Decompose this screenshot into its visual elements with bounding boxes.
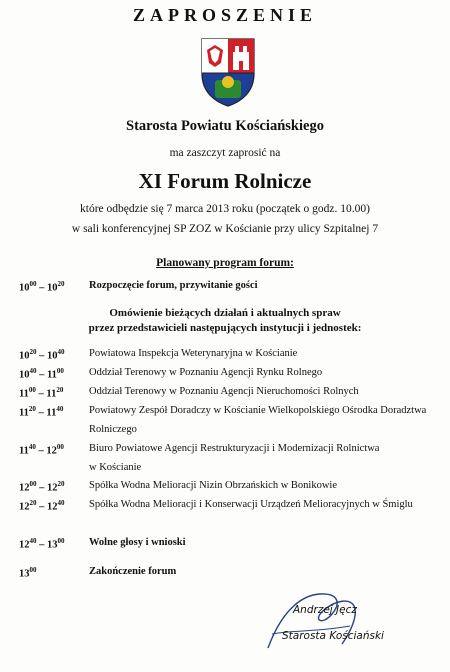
time-range: $12^{00} - 12^{20}$ [19, 480, 65, 494]
time-range: $11^{00} - 11^{20}$ [19, 386, 64, 400]
handwritten-signature-icon [262, 590, 358, 652]
schedule-item-text: Oddział Terenowy w Poznaniu Agencji Nieruchomości Rolnych [89, 386, 359, 397]
schedule-item-text: Biuro Powiatowe Agencji Restrukturyzacji i Modernizacji Rolnictwa [89, 443, 380, 454]
time-range: $10^{40} - 11^{00}$ [19, 367, 64, 381]
organizer-name: Starosta Powiatu Kościańskiego [126, 118, 324, 134]
signatory-role: Starosta Kościański [282, 630, 384, 642]
section-subheading: Omówienie bieżących działań i aktualnych spraw [109, 307, 341, 319]
time-start: $13^{00}$ [19, 566, 37, 580]
schedule-item-text: Oddział Terenowy w Poznaniu Agencji Rynku Rolnego [89, 367, 323, 378]
invite-text: ma zaszczyt zaprosić na [169, 147, 281, 159]
schedule-item-text: Rozpoczęcie forum, przywitanie gości [89, 280, 258, 291]
event-date-line: które odbędzie się 7 marca 2013 roku (początek o godz. 10.00) [80, 203, 370, 215]
schedule-item-text: Rolniczego [89, 424, 137, 435]
time-range: $10^{20} - 10^{40}$ [19, 348, 65, 362]
schedule-item-text: Powiatowa Inspekcja Weterynaryjna w Kościanie [89, 348, 298, 359]
schedule-item-text: Spółka Wodna Melioracji i Konserwacji Urządzeń Melioracyjnych w Śmiglu [89, 499, 413, 510]
schedule-item-text: w Kościanie [89, 462, 142, 473]
time-range: $12^{20} - 12^{40}$ [19, 499, 65, 513]
schedule-item-text: Wolne głosy i wnioski [89, 537, 186, 548]
schedule-item-text: Powiatowy Zespół Doradczy w Kościanie Wielkopolskiego Ośrodka Doradztwa [89, 405, 427, 416]
event-place-line: w sali konferencyjnej SP ZOZ w Kościanie przy ulicy Szpitalnej 7 [71, 223, 379, 235]
signatory-name: Andrzej Jęcz [293, 604, 357, 616]
time-range: $11^{40} - 12^{00}$ [19, 443, 64, 457]
section-subheading: przez przedstawicieli następujących instytucji i jednostek: [88, 322, 362, 334]
program-heading: Planowany program forum: [156, 257, 294, 269]
event-title: XI Forum Rolnicze [138, 169, 312, 193]
time-range: $10^{00} - 10^{20}$ [19, 280, 65, 294]
time-range: $11^{20} - 11^{40}$ [19, 405, 64, 419]
coat-of-arms-icon [199, 36, 257, 108]
time-range: $12^{40} - 13^{00}$ [19, 537, 65, 551]
page-title: ZAPROSZENIE [132, 5, 318, 25]
schedule-item-text: Spółka Wodna Melioracji Nizin Obrzańskich w Bonikowie [89, 480, 337, 491]
schedule-item-text: Zakończenie forum [89, 566, 177, 577]
